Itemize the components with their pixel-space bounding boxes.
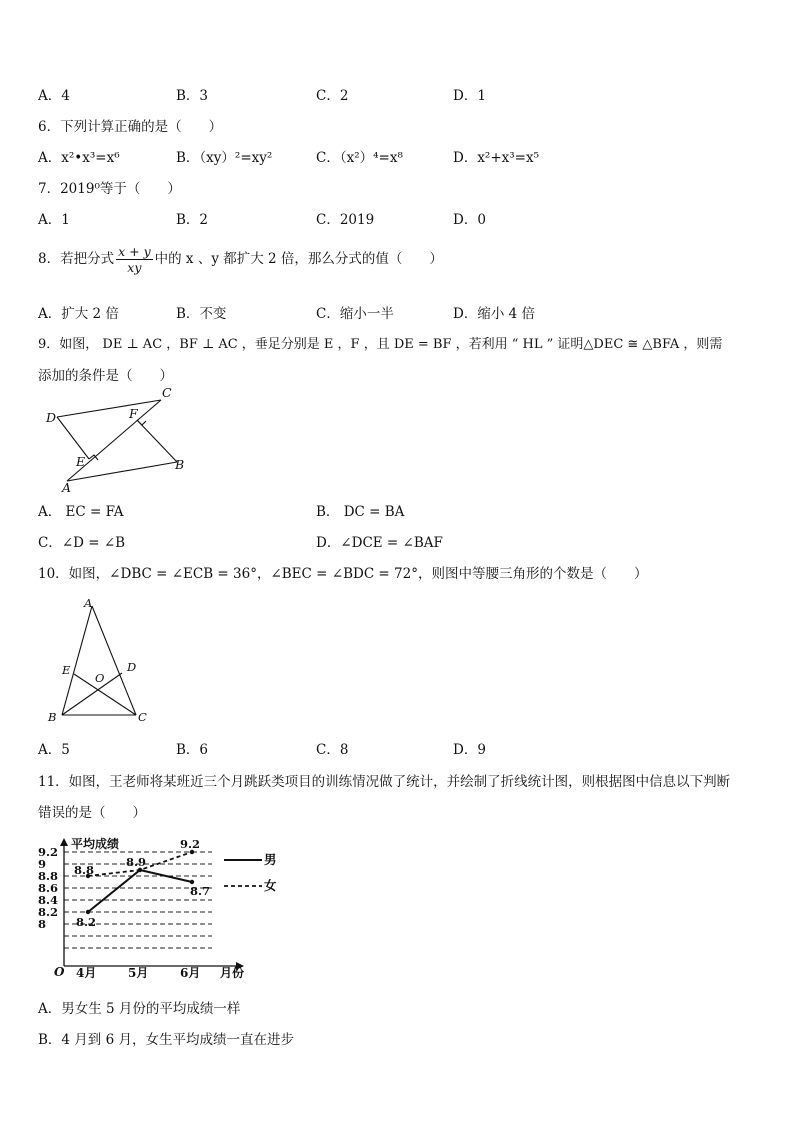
q9-stem-line1: 9．如图， DE ⊥ AC ，BF ⊥ AC ，垂足分别是 E ，F ，且 DE = BF ，若利用 “ HL ” 证明△DEC ≅ △BFA ，则需 (38, 337, 723, 352)
q7-stem: 7．2019⁰等于（ ） (38, 181, 181, 197)
q9-option-b: B． DC = BA (316, 504, 405, 520)
y-tick-label: 8.8 (38, 869, 59, 883)
data-label: 8.2 (76, 915, 97, 929)
q8-prefix: 8．若把分式 (38, 251, 115, 267)
q10-option-b: B．6 (176, 742, 209, 758)
q6-option-c: C．（x²）⁴=x⁸ (316, 150, 403, 166)
data-label: 9.2 (180, 837, 201, 851)
q11-line-chart (36, 832, 286, 982)
q8-frac-denominator: xy (127, 260, 142, 275)
y-tick-label: 9 (38, 857, 47, 871)
q8-frac-numerator: x + y (118, 244, 151, 259)
q9-segment-bf (137, 420, 177, 462)
chart-origin: O (54, 965, 65, 979)
q10-segment-bd (62, 673, 122, 715)
q8-suffix: 中的 x 、y 都扩大 2 倍，那么分式的值（ ） (154, 251, 443, 267)
q11-stem-line1: 11．如图，王老师将某班近三个月跳跃类项目的训练情况做了统计，并绘制了折线统计图，则根据图中信息以下判断 (38, 774, 731, 790)
data-label: 8.7 (190, 884, 211, 898)
q9-segment-dc (57, 400, 161, 417)
q7-option-c: C．2019 (316, 212, 375, 228)
q11-option-b: B．4 月到 6 月，女生平均成绩一直在进步 (38, 1032, 294, 1048)
q10-option-c: C．8 (316, 742, 349, 758)
q8-option-a: A．扩大 2 倍 (38, 306, 119, 322)
y-axis-arrow (60, 838, 68, 846)
q8-fraction (116, 244, 153, 275)
q9-label-d: D (46, 410, 57, 425)
chart-y-ticks (38, 845, 58, 931)
q9-stem-line2: 添加的条件是（ ） (38, 368, 173, 384)
chart-legend (224, 852, 277, 893)
q9-right-angle-f (137, 420, 146, 425)
y-tick-label: 8.6 (38, 881, 59, 895)
q10-segment-ce (74, 674, 136, 715)
q9-label-b: B (175, 457, 185, 472)
x-tick-label: 6月 (180, 966, 201, 980)
q9-label-f: F (129, 406, 138, 421)
q7-option-b: B．2 (176, 212, 209, 228)
q5-option-a: A．4 (38, 88, 70, 104)
q8-option-b: B．不变 (176, 306, 227, 322)
legend-label-female: 女 (264, 878, 277, 893)
q10-label-e: E (62, 663, 71, 677)
q6-option-d: D．x²+x³=x⁵ (453, 150, 540, 166)
q10-label-o: O (95, 671, 105, 685)
q10-option-d: D．9 (453, 742, 486, 758)
q6-stem: 6．下列计算正确的是（ ） (38, 119, 223, 135)
q10-label-d: D (127, 660, 137, 674)
chart-ylabel: 平均成绩 (71, 837, 120, 851)
q10-label-c: C (138, 710, 147, 724)
q10-segment-ab (62, 606, 92, 715)
q5-option-c: C．2 (316, 88, 349, 104)
q11-stem-line2: 错误的是（ ） (38, 805, 146, 821)
y-tick-label: 9.2 (38, 845, 59, 859)
q10-stem: 10．如图，∠DBC = ∠ECB = 36°，∠BEC = ∠BDC = 72°，则图中等腰三角形的个数是（ ） (38, 566, 648, 582)
x-tick-label: 4月 (76, 966, 97, 980)
q9-option-d: D．∠DCE = ∠BAF (316, 535, 443, 551)
q10-label-a: A (84, 596, 93, 610)
q9-segment-de (57, 417, 89, 459)
chart-axes (60, 838, 244, 970)
chart-xlabel: 月份 (220, 966, 245, 980)
q9-label-a: A (62, 480, 72, 494)
q5-option-b: B．3 (176, 88, 209, 104)
legend-label-male: 男 (264, 852, 277, 867)
x-tick-label: 5月 (128, 966, 149, 980)
q8-option-d: D．缩小 4 倍 (453, 306, 535, 322)
data-point (86, 910, 90, 914)
chart-x-ticks (76, 966, 200, 980)
q7-option-a: A．1 (38, 212, 70, 228)
q9-label-e: E (76, 454, 86, 469)
q6-option-a: A．x²•x³=x⁶ (38, 150, 120, 166)
q9-label-c: C (162, 385, 172, 400)
q8-option-c: C．缩小一半 (316, 306, 394, 322)
q10-label-b: B (48, 710, 57, 724)
q6-option-b: B．（xy）²=xy² (176, 150, 273, 166)
q9-option-c: C．∠D = ∠B (38, 535, 126, 551)
q7-option-d: D．0 (453, 212, 486, 228)
q10-figure (38, 594, 168, 728)
data-label: 8.9 (126, 855, 147, 869)
q5-option-d: D．1 (453, 88, 486, 104)
q9-option-a: A． EC = FA (38, 504, 124, 520)
y-tick-label: 8.2 (38, 905, 59, 919)
q8-stem (38, 244, 443, 275)
data-label: 8.8 (74, 863, 95, 877)
q9-figure (38, 384, 198, 494)
q11-option-a: A．男女生 5 月份的平均成绩一样 (38, 1001, 241, 1017)
q10-option-a: A．5 (38, 742, 70, 758)
y-tick-label: 8.4 (38, 893, 59, 907)
y-tick-label: 8 (38, 917, 47, 931)
